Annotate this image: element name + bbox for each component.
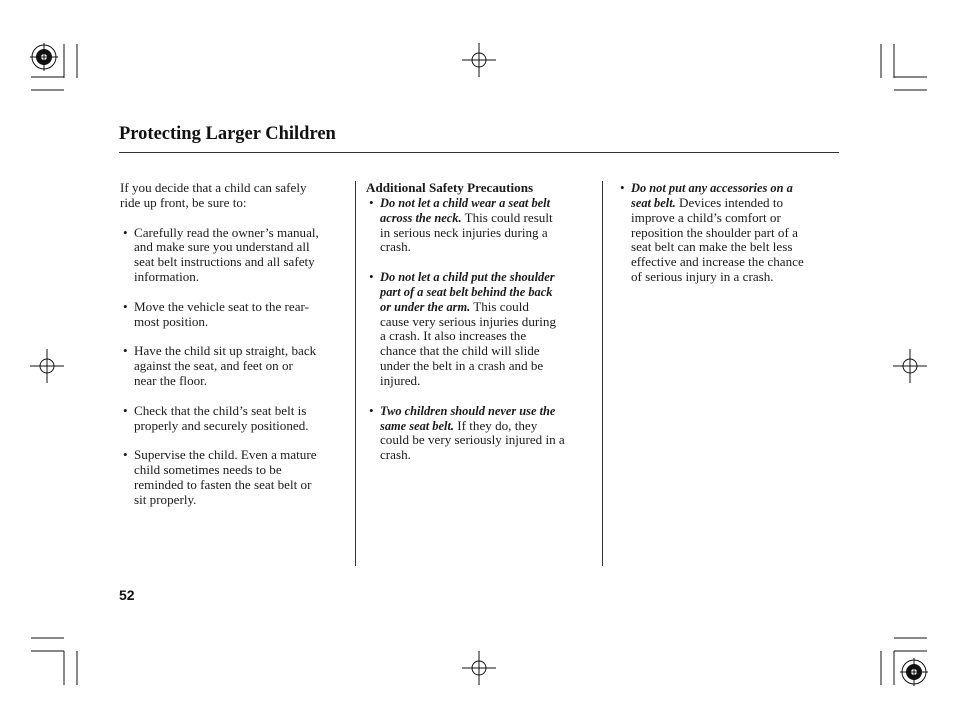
list-item bbox=[366, 196, 596, 255]
text-span: Devices intended to bbox=[675, 194, 784, 210]
text-line: a crash. It also increases the bbox=[380, 328, 527, 344]
column-divider bbox=[602, 181, 603, 566]
crosshair-icon bbox=[462, 651, 496, 685]
text-line: ride up front, be sure to: bbox=[120, 194, 247, 210]
emphasis-text: seat belt. bbox=[631, 195, 676, 210]
crosshair-icon bbox=[30, 349, 64, 383]
list-item bbox=[120, 448, 350, 507]
text-line: crash. bbox=[380, 239, 411, 255]
text-line: If you decide that a child can safely bbox=[120, 180, 307, 195]
crosshair-icon bbox=[893, 349, 927, 383]
emphasis-text: Do not let a child wear a seat belt bbox=[380, 195, 551, 210]
list-item bbox=[120, 344, 350, 389]
text-line: against the seat, and feet on or bbox=[134, 358, 293, 374]
text-line: injured. bbox=[380, 372, 421, 388]
text-line: most position. bbox=[134, 313, 209, 329]
text-span: This could bbox=[470, 298, 529, 314]
text-line: child sometimes needs to be bbox=[134, 462, 282, 478]
column-1 bbox=[120, 181, 350, 508]
emphasis-text: or under the arm. bbox=[380, 299, 471, 314]
text-line: chance that the child will slide bbox=[380, 343, 540, 359]
crosshair-icon bbox=[462, 43, 496, 77]
column-3 bbox=[617, 181, 832, 285]
title-rule bbox=[119, 152, 839, 153]
emphasis-text: same seat belt. bbox=[380, 418, 454, 433]
text-line: • Check that the child’s seat belt is bbox=[134, 402, 307, 418]
intro-paragraph bbox=[120, 181, 350, 211]
text-line: effective and increase the chance bbox=[631, 254, 804, 270]
list-item bbox=[366, 270, 596, 389]
text-line: crash. bbox=[380, 447, 411, 463]
emphasis-text: Two children should never use the bbox=[380, 403, 556, 418]
text-line: sit properly. bbox=[134, 491, 197, 507]
text-line: • Supervise the child. Even a mature bbox=[134, 447, 317, 463]
text-line: information. bbox=[134, 269, 200, 285]
list-item bbox=[366, 404, 596, 463]
text-line: in serious neck injuries during a bbox=[380, 224, 548, 240]
text-line: improve a child’s comfort or bbox=[631, 209, 781, 225]
text-line: reminded to fasten the seat belt or bbox=[134, 476, 312, 492]
text-span: If they do, they bbox=[454, 417, 538, 433]
text-line: and make sure you understand all bbox=[134, 239, 310, 255]
emphasis-text: Do not let a child put the shoulder bbox=[380, 270, 555, 285]
text-line: • Have the child sit up straight, back bbox=[134, 343, 317, 359]
text-line: seat belt can make the belt less bbox=[631, 239, 793, 255]
text-span: This could result bbox=[461, 209, 553, 225]
emphasis-text: across the neck. bbox=[380, 210, 462, 225]
text-line: under the belt in a crash and be bbox=[380, 358, 544, 374]
column-divider bbox=[355, 181, 356, 566]
list-item bbox=[617, 181, 832, 285]
registration-target-icon bbox=[900, 658, 928, 686]
emphasis-text: Do not put any accessories on a bbox=[631, 181, 793, 195]
text-line: reposition the shoulder part of a bbox=[631, 224, 798, 240]
column-2 bbox=[366, 181, 596, 463]
page-number: 52 bbox=[119, 587, 135, 603]
text-line: could be very seriously injured in a bbox=[380, 432, 565, 448]
list-item bbox=[120, 226, 350, 285]
text-line: cause very serious injuries during bbox=[380, 313, 556, 329]
registration-target-icon bbox=[30, 43, 58, 71]
page-title: Protecting Larger Children bbox=[119, 124, 336, 144]
section-heading: Additional Safety Precautions bbox=[366, 180, 534, 195]
text-line: seat belt instructions and all safety bbox=[134, 254, 315, 270]
list-item bbox=[120, 404, 350, 434]
text-line: properly and securely positioned. bbox=[134, 417, 309, 433]
emphasis-text: part of a seat belt behind the back bbox=[380, 284, 553, 299]
text-line: • Carefully read the owner’s manual, bbox=[134, 224, 319, 240]
text-line: near the floor. bbox=[134, 372, 208, 388]
text-line: of serious injury in a crash. bbox=[631, 269, 774, 285]
list-item bbox=[120, 300, 350, 330]
text-line: • Move the vehicle seat to the rear- bbox=[134, 298, 309, 314]
